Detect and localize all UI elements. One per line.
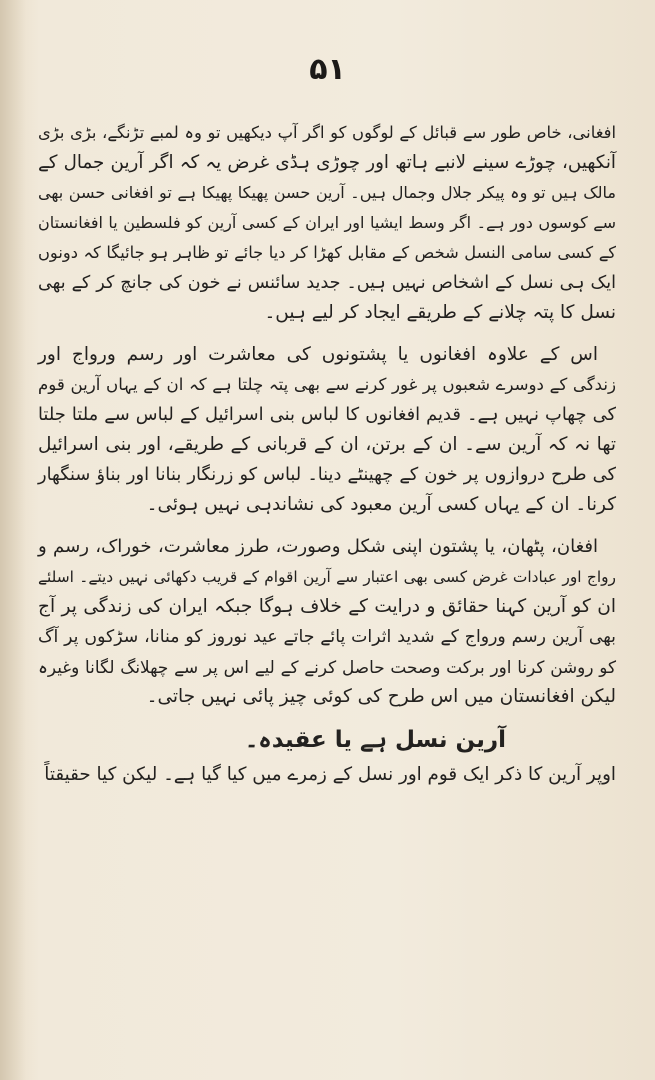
text-line: افغان، پٹھان، یا پشتون اپنی شکل وصورت، طرز معاشرت، خوراک، رسم و: [38, 536, 598, 557]
text-line: کو روشن کرنا اور برکت وصحت حاصل کرنے کے لیے اس پر سے چھلانگ لگانا وغیرہ: [38, 657, 616, 677]
text-line: مالک ہیں تو وہ پیکر جلال وجمال ہیں۔ آرین حسن پھیکا پھیکا ہے تو افغانی حسن بھی: [38, 183, 616, 202]
text-line: نسل کا پتہ چلانے کے طریقے ایجاد کر لیے ہیں۔: [264, 302, 616, 323]
text-line: ایک ہی نسل کے اشخاص نہیں ہیں۔ جدید سائنس نے خون کی جانچ کر کے بھی: [38, 273, 616, 293]
text-line: کی چھاپ نہیں ہے۔ قدیم افغانوں کا لباس بنی اسرائیل کے لباس سے ملتا جلتا: [38, 404, 616, 425]
text-line: ان کو آرین کہنا حقائق و درایت کے خلاف ہوگا جبکہ ایران کی زندگی پر آج: [38, 596, 616, 617]
text-line: افغانی، خاص طور سے قبائل کے لوگوں کو اگر آپ دیکھیں تو وہ لمبے تڑنگے، بڑی بڑی: [38, 123, 616, 142]
paragraph-3: [38, 532, 616, 712]
text-line: زندگی کے دوسرے شعبوں پر غور کرنے سے بھی پتہ چلتا ہے کہ ان کے یہاں آرین قوم: [38, 375, 616, 394]
page-number: ۵۱: [309, 52, 346, 87]
text-line: سے کوسوں دور ہے۔ اگر وسط ایشیا اور ایران کے کسی آرین کو فلسطین یا افغانستان: [38, 213, 616, 232]
paragraph-1: [38, 118, 616, 328]
text-line: بھی آرین رسم ورواج کے شدید اثرات پائے جاتے عید نوروز کو منانا، سڑکوں پر آگ: [38, 627, 616, 647]
section-heading: آرین نسل ہے یا عقیدہ۔: [244, 727, 506, 753]
text-line: آنکھیں، چوڑے سینے لانبے ہاتھ اور چوڑی ہڈی غرض یہ کہ اگر آرین جمال کے: [38, 152, 616, 173]
text-line: اس کے علاوہ افغانوں یا پشتونوں کی معاشرت اور رسم ورواج اور: [38, 344, 598, 365]
text-line: تھا نہ کہ آرین سے۔ ان کے برتن، ان کے قربانی کے طریقے، اور بنی اسرائیل: [38, 434, 616, 455]
text-line: رواج اور عبادات غرض کسی بھی اعتبار سے آرین اقوام کے قریب دکھائی نہیں دیتے۔ اسلئے: [38, 568, 616, 586]
spine-shadow: [0, 0, 26, 1080]
text-line: لیکن افغانستان میں اس طرح کی کوئی چیز پائی نہیں جاتی۔: [146, 686, 616, 707]
paragraph-2: [38, 340, 616, 520]
text-line: کرنا۔ ان کے یہاں کسی آرین معبود کی نشاندہی نہیں ہوئی۔: [146, 494, 616, 515]
body-text: [38, 118, 616, 790]
text-line: اوپر آرین کا ذکر ایک قوم اور نسل کے زمرے میں کیا گیا ہے۔ لیکن کیا حقیقتاً: [44, 764, 616, 785]
text-line: کے کسی سامی النسل شخص کے مقابل کھڑا کر دیا جائے تو ظاہر ہو جائیگا کہ دونوں: [38, 243, 616, 262]
text-line: کی طرح دروازوں پر خون کے چھینٹے دینا۔ لباس کو زرنگار بنانا اور بناؤ سنگھار: [38, 464, 616, 485]
